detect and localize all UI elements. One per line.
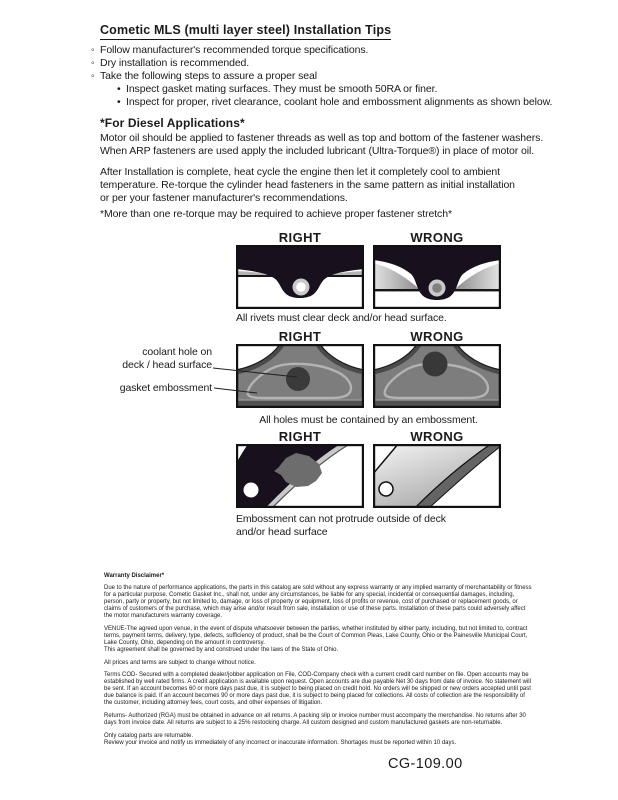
page-title: Cometic MLS (multi layer steel) Installation Tips [100,23,391,40]
annotation-line: coolant hole on [142,346,212,358]
warranty-paragraph-terms: Terms COD- Secured with a completed dealer/jobber application on File, COD-Company check with a current credit card number on file. Open accounts may be established by well rated firms. A credit application is available upon request. Open accounts are due payable Net 30 days from date of invoice. No statement will be sent. If an account becomes 60 or more days past due, it is subject to being placed on credit hold. No orders will be shipped or new orders accepted until past due balance is paid. If an account becomes 90 or more days past due, it is subject to being placed for collections. All costs of collection are the responsibility of the customer, including attorney fees, court costs, and other expenses of litigation. [104,672,531,707]
bullet-icon: ◦ [91,70,95,83]
bullet-icon: ◦ [91,44,95,56]
rivet-caption: All rivets must clear deck and/or head surface. [236,312,447,324]
tip-text: Follow manufacturer's recommended torque specifications. [100,44,369,56]
tip-sub-item [117,96,552,109]
tip-item [91,57,552,70]
wrong-label: WRONG [410,230,464,245]
embossment-caption [236,513,446,539]
annotation-line: deck / head surface [122,358,212,371]
paragraph-line: or per your fastener manufacturer's recommendations. [100,192,348,205]
right-label: RIGHT [278,429,322,444]
rivet-right-diagram [236,245,364,309]
bullet-icon: • [117,83,121,96]
bullet-icon: ◦ [91,57,95,70]
tip-item [91,70,552,83]
warranty-paragraph-returns: Returns- Authorized (RGA) must be obtained in advance on all returns. A packing slip or invoice number must accompany the merchandise. No returns after 30 days from invoice date. All returns are subject to a 25% restocking charge. All custom designed and custom manufactured gaskets are non-returnable. [104,713,526,726]
warranty-paragraph-due: Due to the nature of performance applications, the parts in this catalog are sold without any express warranty or any implied warranty of merchantability or fitness for a particular purpose. Cometic Gasket Inc., shall not, under any circumstances, be liable for any special, incidental or consequential damages, including, person, party or property, but not limited to, damage, or loss of property or equipment, loss of profits or revenue, cost of purchased or replacement goods, or claims of customers of the purchase, which may arise and/or result from sale, installation or use of these parts. Installation of these parts could adversely affect the motor manufacturers warranty coverage. [104,585,532,620]
warranty-governed-text: This agreement shall be governed by and construed under the laws of the State of Ohio. [104,646,339,653]
warranty-disclaimer [104,573,534,753]
diesel-paragraph-1 [100,132,543,158]
embossment-wrong-diagram [373,444,501,508]
tip-text: Dry installation is recommended. [100,57,250,70]
diesel-heading: *For Diesel Applications* [100,116,245,130]
holes-wrong-diagram [373,344,501,408]
caption-line: and/or head surface [236,526,328,538]
warranty-paragraph-returnable [104,733,534,747]
warranty-paragraph-venue [104,626,534,654]
tips-list [91,44,552,109]
diesel-paragraph-2 [100,166,515,206]
holes-caption: All holes must be contained by an embossment. [259,414,478,426]
tip-text: Take the following steps to assure a proper seal [100,70,317,83]
tip-sub-item [117,83,552,96]
holes-right-diagram [236,344,364,408]
caption-line: Embossment can not protrude outside of deck [236,513,446,525]
right-label: RIGHT [278,230,322,245]
warranty-heading: Warranty Disclaimer* [104,573,165,579]
paragraph-line: After Installation is complete, heat cycle the engine then let it completely cool to ambient [100,166,500,178]
paragraph-line: When ARP fasteners are used apply the included lubricant (Ultra-Torque®) in place of motor oil. [100,145,535,158]
warranty-paragraph-prices: All prices and terms are subject to change without notice. [104,659,256,666]
annotation-coolant-hole [38,346,212,371]
rivet-wrong-diagram [373,245,501,309]
tip-item [91,44,552,57]
wrong-label: WRONG [410,329,464,344]
page-code: CG-109.00 [388,756,463,772]
retorque-note: *More than one re-torque may be required to achieve proper fastener stretch* [100,208,452,220]
annotation-gasket-embossment: gasket embossment [119,382,212,394]
tip-text: Inspect gasket mating surfaces. They must be smooth 50RA or finer. [126,83,438,96]
bullet-icon: • [117,96,121,109]
warranty-review-text: Review your invoice and notify us immediately of any incorrect or inaccurate information. Shortages must be reported within 10 days. [104,739,457,746]
wrong-label: WRONG [410,429,464,444]
right-label: RIGHT [278,329,322,344]
warranty-catalog-text: Only catalog parts are returnable. [104,732,194,739]
warranty-venue-text: VENUE-The agreed upon venue, in the event of dispute whatsoever between the parties, whether instituted by either party, including, but not limited to, contract terms, payment terms, delivery, type, defects, sufficiency of product, shall be the Court of Common Pleas, Lake County, Ohio or the Painesville Municipal Court, Lake County, Ohio, depending on the amount in controversy. [104,625,528,646]
tip-text: Inspect for proper, rivet clearance, coolant hole and embossment alignments as shown below. [126,96,553,109]
title-wrap [100,21,391,40]
embossment-right-diagram [236,444,364,508]
paragraph-line: temperature. Re-torque the cylinder head fasteners in the same pattern as initial installation [100,179,515,192]
paragraph-line: Motor oil should be applied to fastener threads as well as top and bottom of the fastener washers. [100,132,544,144]
